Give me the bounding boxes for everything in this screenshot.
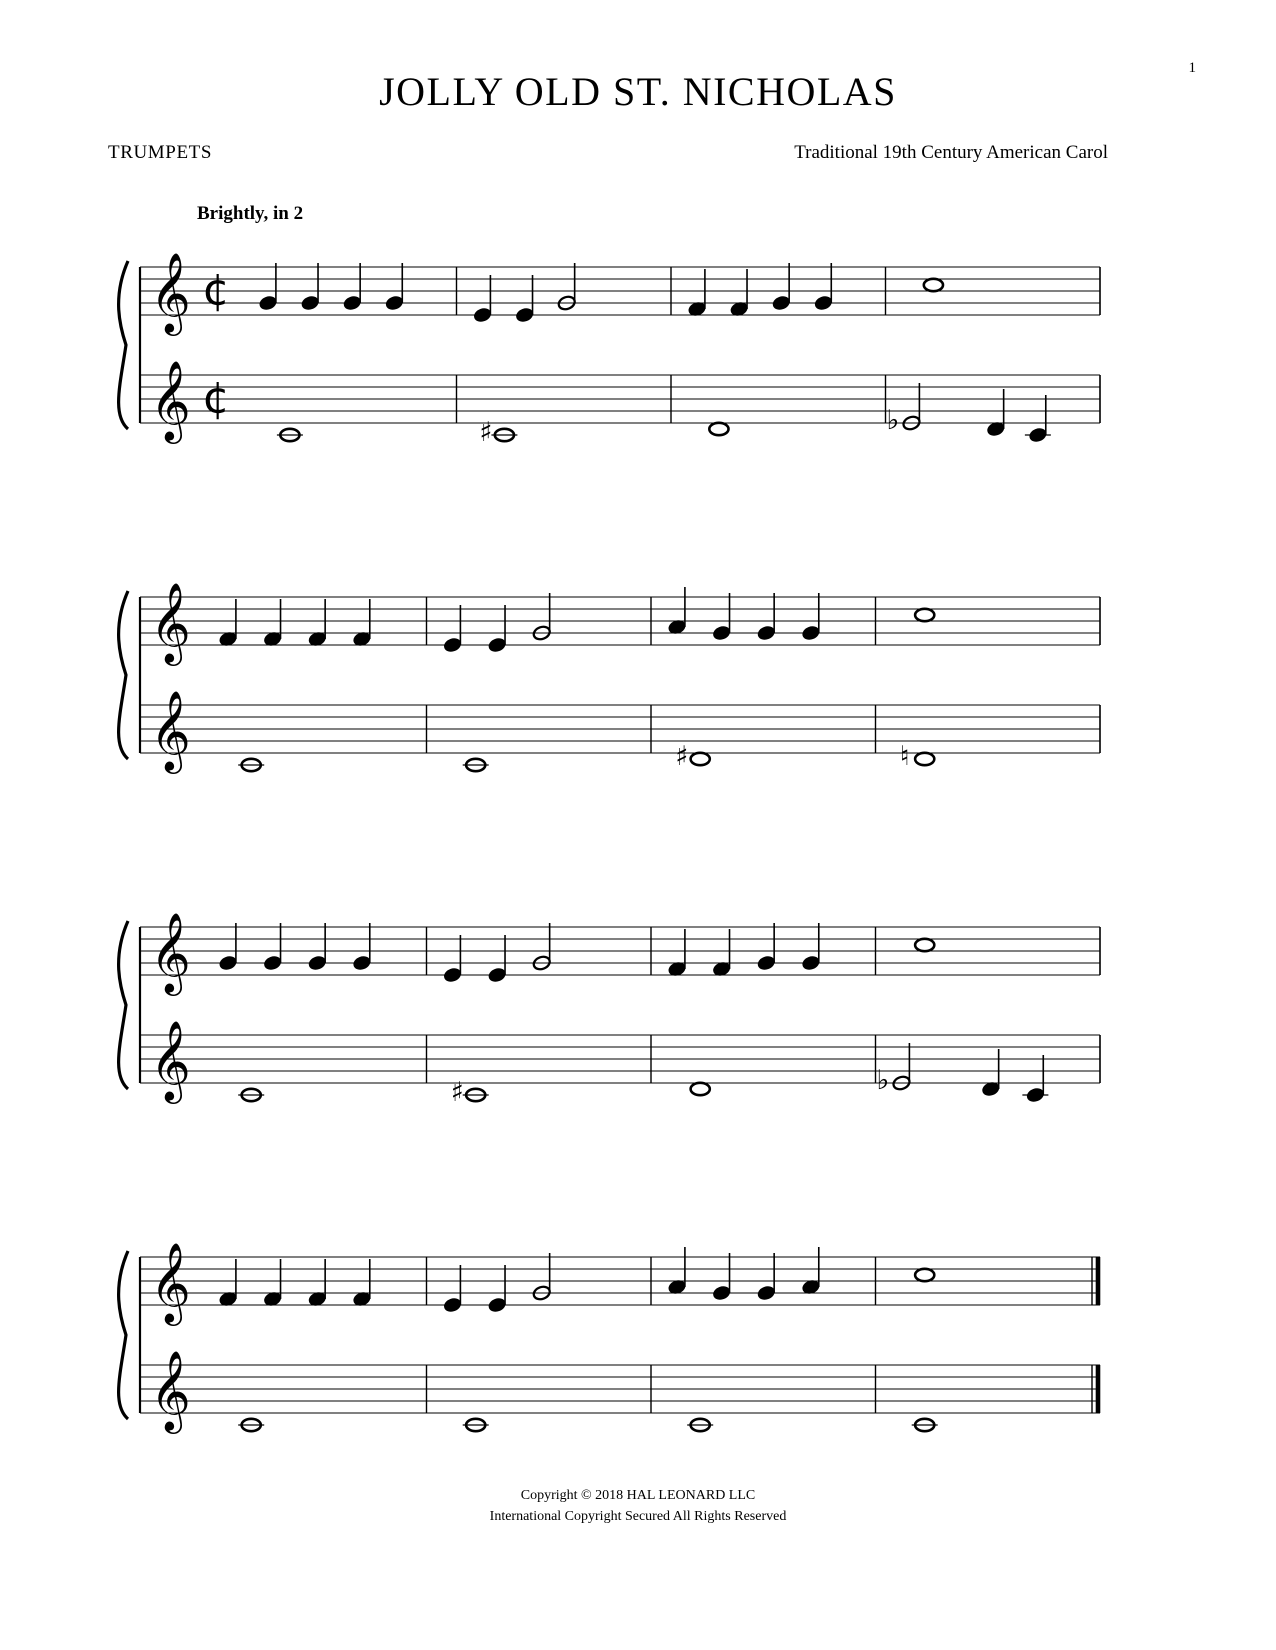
note-whole <box>915 939 934 951</box>
note-quarter <box>443 935 462 983</box>
svg-text:𝄞: 𝄞 <box>150 1021 191 1101</box>
note-quarter <box>443 1265 462 1313</box>
note-quarter <box>757 593 776 641</box>
note-half <box>532 923 551 971</box>
flat-accidental: ♭ <box>876 1065 890 1096</box>
treble-clef-icon <box>150 253 191 336</box>
flat-accidental: ♭ <box>886 405 900 436</box>
upper-staff <box>140 1257 1100 1305</box>
lower-staff <box>140 372 1100 424</box>
note-quarter <box>981 1049 1000 1097</box>
sharp-accidental: ♯ <box>479 417 493 448</box>
music-system <box>0 225 1276 455</box>
copyright-line-2: International Copyright Secured All Rights Reserved <box>489 1509 787 1524</box>
note-whole <box>924 279 943 291</box>
note-quarter <box>729 269 748 317</box>
note-quarter <box>712 593 731 641</box>
note-quarter <box>687 269 706 317</box>
note-half <box>532 1253 551 1301</box>
note-quarter <box>352 1259 371 1307</box>
note-quarter <box>487 935 506 983</box>
note-whole <box>238 1419 264 1431</box>
note-half <box>877 1043 912 1096</box>
note-whole <box>915 1269 934 1281</box>
system-staves <box>0 555 1276 785</box>
treble-clef-icon <box>150 1243 191 1326</box>
note-quarter <box>263 923 282 971</box>
note-quarter <box>801 1247 820 1295</box>
note-whole <box>915 609 934 621</box>
note-quarter <box>263 1259 282 1307</box>
note-quarter <box>308 599 327 647</box>
note-whole <box>238 1089 264 1101</box>
treble-clef-icon <box>150 1351 191 1434</box>
system-staves <box>0 225 1276 455</box>
svg-text:𝄞: 𝄞 <box>150 913 191 993</box>
svg-text:¢: ¢ <box>202 372 230 424</box>
note-quarter <box>443 605 462 653</box>
note-whole <box>687 1419 713 1431</box>
note-whole <box>451 1077 489 1108</box>
lower-staff <box>140 1365 1100 1413</box>
system-staves <box>0 885 1276 1115</box>
note-quarter <box>801 923 820 971</box>
upper-staff <box>140 927 1100 975</box>
treble-clef-icon <box>150 361 191 444</box>
note-quarter <box>343 263 362 311</box>
treble-clef-icon <box>150 583 191 666</box>
system-brace <box>119 921 128 1089</box>
treble-clef-icon <box>150 913 191 996</box>
page-number: 1 <box>1188 60 1196 76</box>
note-whole <box>463 759 489 771</box>
system-brace <box>119 1251 128 1419</box>
note-quarter <box>308 923 327 971</box>
music-system <box>0 555 1276 785</box>
note-quarter <box>515 275 534 323</box>
note-quarter <box>308 1259 327 1307</box>
svg-text:𝄞: 𝄞 <box>150 691 191 771</box>
note-quarter <box>487 605 506 653</box>
svg-text:𝄞: 𝄞 <box>150 1351 191 1431</box>
upper-staff <box>140 264 1100 316</box>
note-quarter <box>667 1247 686 1295</box>
composer-attribution: Traditional 19th Century American Carol <box>794 142 1108 163</box>
note-whole <box>463 1419 489 1431</box>
note-whole <box>675 741 710 772</box>
svg-text:¢: ¢ <box>202 264 230 316</box>
natural-accidental: ♮ <box>899 741 910 772</box>
note-quarter <box>1022 1055 1048 1103</box>
music-system <box>0 1215 1276 1445</box>
lower-staff <box>140 1035 1100 1083</box>
note-quarter <box>986 389 1005 437</box>
note-quarter <box>712 929 731 977</box>
note-quarter <box>352 599 371 647</box>
lower-staff <box>140 705 1100 753</box>
music-system <box>0 885 1276 1115</box>
note-whole <box>900 741 935 772</box>
note-quarter <box>1025 395 1051 443</box>
note-whole <box>709 423 728 435</box>
note-quarter <box>814 263 833 311</box>
note-quarter <box>757 923 776 971</box>
system-staves <box>0 1215 1276 1445</box>
note-quarter <box>667 587 686 635</box>
copyright-line-1: Copyright © 2018 HAL LEONARD LLC <box>520 1488 756 1503</box>
treble-clef-icon <box>150 1021 191 1104</box>
note-half <box>532 593 551 641</box>
svg-text:𝄞: 𝄞 <box>150 253 191 333</box>
note-quarter <box>473 275 492 323</box>
note-half <box>557 263 576 311</box>
note-whole <box>912 1419 938 1431</box>
note-quarter <box>300 263 319 311</box>
upper-staff <box>140 597 1100 645</box>
sharp-accidental: ♯ <box>450 1077 464 1108</box>
note-quarter <box>487 1265 506 1313</box>
note-quarter <box>385 263 404 311</box>
page-title: JOLLY OLD ST. NICHOLAS <box>379 69 897 114</box>
note-quarter <box>263 599 282 647</box>
note-half <box>887 383 922 436</box>
note-whole <box>479 417 517 448</box>
note-whole <box>691 1083 710 1095</box>
note-quarter <box>757 1253 776 1301</box>
svg-text:𝄞: 𝄞 <box>150 1243 191 1323</box>
note-whole <box>238 759 264 771</box>
note-quarter <box>712 1253 731 1301</box>
svg-text:𝄞: 𝄞 <box>150 361 191 441</box>
svg-text:𝄞: 𝄞 <box>150 583 191 663</box>
sharp-accidental: ♯ <box>675 741 689 772</box>
tempo-marking: Brightly, in 2 <box>197 203 304 224</box>
note-quarter <box>218 599 237 647</box>
note-quarter <box>352 923 371 971</box>
note-quarter <box>772 263 791 311</box>
instrument-label: TRUMPETS <box>108 142 213 163</box>
cut-common-time-signature <box>202 265 230 316</box>
note-quarter <box>218 1259 237 1307</box>
treble-clef-icon <box>150 691 191 774</box>
system-brace <box>119 261 128 429</box>
cut-common-time-signature <box>202 373 230 424</box>
system-brace <box>119 591 128 759</box>
note-quarter <box>801 593 820 641</box>
note-quarter <box>667 929 686 977</box>
note-whole <box>277 429 303 441</box>
note-quarter <box>258 263 277 311</box>
note-quarter <box>218 923 237 971</box>
